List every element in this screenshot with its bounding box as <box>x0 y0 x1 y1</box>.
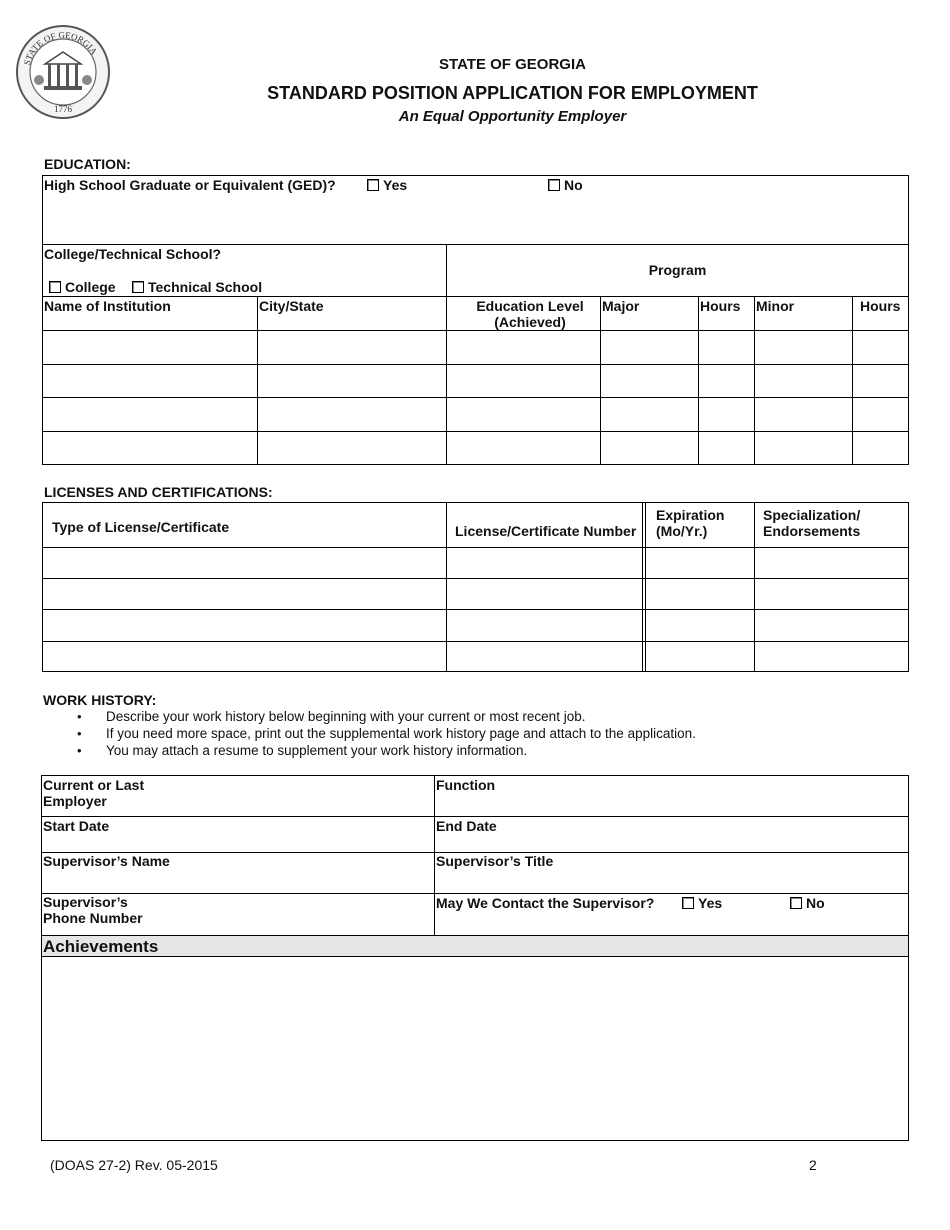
col-minor-hours: Hours <box>860 298 901 314</box>
col-expiration: Expiration (Mo/Yr.) <box>656 507 725 539</box>
checkbox-icon[interactable] <box>132 281 144 293</box>
contact-yes-option[interactable]: Yes <box>682 895 722 911</box>
college-question: College/Technical School? <box>44 246 222 262</box>
col-major: Major <box>602 298 640 314</box>
contact-no-option[interactable]: No <box>790 895 825 911</box>
checkbox-icon[interactable] <box>367 179 379 191</box>
page-number: 2 <box>809 1157 817 1173</box>
seal-top-text: STATE OF GEORGIA <box>21 29 100 67</box>
work-history-heading: WORK HISTORY: <box>43 692 157 708</box>
checkbox-icon[interactable] <box>790 897 802 909</box>
page-subtitle: An Equal Opportunity Employer <box>398 108 627 125</box>
form-id: (DOAS 27-2) Rev. 05-2015 <box>50 1157 218 1173</box>
hs-no-option[interactable]: No <box>548 177 583 193</box>
col-license-type: Type of License/Certificate <box>52 519 230 535</box>
supervisor-title-label: Supervisor’s Title <box>436 853 554 869</box>
state-seal <box>15 24 111 120</box>
bullet-icon: • <box>77 726 82 741</box>
page-title: STANDARD POSITION APPLICATION FOR EMPLOYMENT <box>267 83 758 103</box>
end-date-label: End Date <box>436 818 497 834</box>
header-state: STATE OF GEORGIA <box>439 56 586 73</box>
education-heading: EDUCATION: <box>44 156 131 172</box>
instruction-2: If you need more space, print out the supplemental work history page and attach to the application. <box>106 726 696 741</box>
checkbox-icon[interactable] <box>548 179 560 191</box>
technical-school-option[interactable]: Technical School <box>132 279 262 295</box>
col-minor: Minor <box>756 298 795 314</box>
seal-year: 1776 <box>54 104 72 114</box>
checkbox-icon[interactable] <box>49 281 61 293</box>
licenses-heading: LICENSES AND CERTIFICATIONS: <box>44 484 273 500</box>
bullet-icon: • <box>77 709 82 724</box>
contact-supervisor-question: May We Contact the Supervisor? <box>436 895 655 911</box>
instruction-3: You may attach a resume to supplement your work history information. <box>106 743 528 758</box>
employer-label: Current or Last Employer <box>43 777 145 809</box>
achievements-field[interactable] <box>42 957 908 1140</box>
program-header: Program <box>648 262 707 278</box>
function-label: Function <box>436 777 496 793</box>
col-specialization: Specialization/ Endorsements <box>763 507 861 539</box>
col-major-hours: Hours <box>700 298 741 314</box>
bullet-icon: • <box>77 743 82 758</box>
col-institution: Name of Institution <box>44 298 171 314</box>
hs-yes-option[interactable]: Yes <box>367 177 407 193</box>
hs-question: High School Graduate or Equivalent (GED)? <box>44 177 336 193</box>
supervisor-name-label: Supervisor’s Name <box>43 853 170 869</box>
instruction-1: Describe your work history below beginning with your current or most recent job. <box>106 709 586 724</box>
start-date-label: Start Date <box>43 818 110 834</box>
college-option[interactable]: College <box>49 279 116 295</box>
checkbox-icon[interactable] <box>682 897 694 909</box>
col-city-state: City/State <box>259 298 324 314</box>
achievements-heading: Achievements <box>43 937 159 956</box>
col-education-level: Education Level (Achieved) <box>476 298 584 330</box>
supervisor-phone-label: Supervisor’s Phone Number <box>43 894 143 926</box>
col-license-number: License/Certificate Number <box>455 523 637 539</box>
